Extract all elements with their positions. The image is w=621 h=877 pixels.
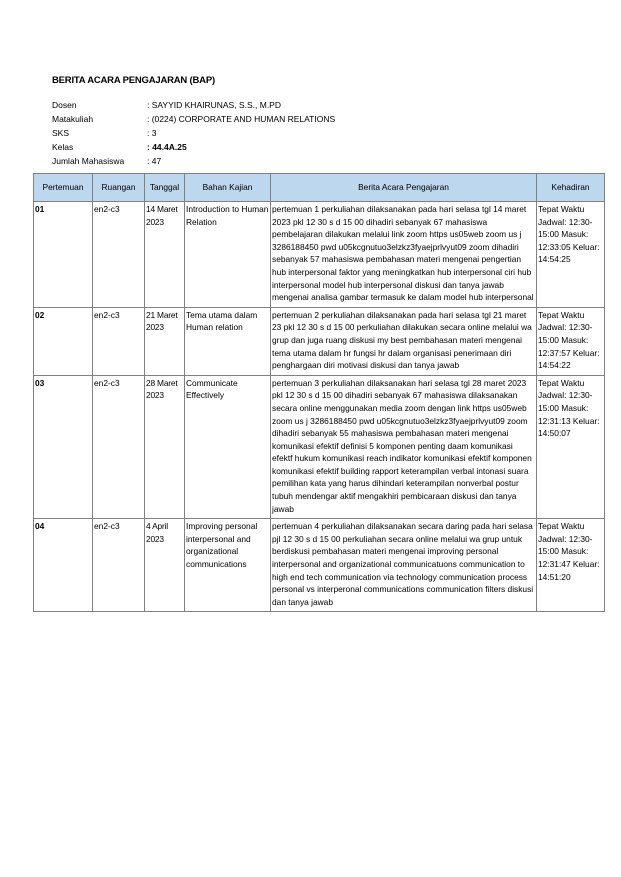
cell-tanggal: 4 April 2023 bbox=[145, 519, 185, 612]
meta-label: Dosen bbox=[52, 100, 77, 110]
cell-bahan-kajian: Improving personal interpersonal and organizational communications bbox=[185, 519, 271, 612]
bap-table bbox=[33, 173, 605, 612]
cell-pertemuan: 02 bbox=[34, 307, 93, 375]
meta-label: Matakuliah bbox=[52, 114, 94, 124]
cell-kehadiran: Tepat Waktu Jadwal: 12:30-15:00 Masuk: 12:37:57 Keluar: 14:54:22 bbox=[537, 307, 605, 375]
cell-berita-acara: pertemuan 4 perkuliahan dilaksanakan secara daring pada hari selasa pjl 12 30 s d 15 00 perkuliahan secara online melalui wa grup untuk berdiskusi pembahasan materi mengenai improving personal interpersonal and organizational communicatuons communication to high end tech communication via technology communication process personal vs interperonal communications communication filters diskusi dan tanya jawab bbox=[271, 519, 537, 612]
meta-value-sks: : 3 bbox=[147, 128, 157, 138]
header-ruangan: Ruangan bbox=[93, 174, 145, 202]
meta-row-kelas bbox=[52, 140, 335, 154]
course-info bbox=[52, 98, 335, 168]
cell-ruangan: en2-c3 bbox=[93, 375, 145, 519]
cell-ruangan: en2-c3 bbox=[93, 307, 145, 375]
header-tanggal: Tanggal bbox=[145, 174, 185, 202]
meta-value-jumlah-mahasiswa: : 47 bbox=[147, 156, 162, 166]
table-row bbox=[34, 307, 605, 375]
table-row bbox=[34, 202, 605, 308]
meta-label: SKS bbox=[52, 128, 70, 138]
cell-pertemuan: 03 bbox=[34, 375, 93, 519]
cell-pertemuan: 04 bbox=[34, 519, 93, 612]
meta-row-dosen bbox=[52, 98, 335, 112]
cell-tanggal: 21 Maret 2023 bbox=[145, 307, 185, 375]
cell-bahan-kajian: Tema utama dalam Human relation bbox=[185, 307, 271, 375]
cell-ruangan: en2-c3 bbox=[93, 519, 145, 612]
cell-kehadiran: Tepat Waktu Jadwal: 12:30-15:00 Masuk: 12:33:05 Keluar: 14:54:25 bbox=[537, 202, 605, 308]
meta-value-dosen: : SAYYID KHAIRUNAS, S.S., M.PD bbox=[147, 100, 281, 110]
document-title: BERITA ACARA PENGAJARAN (BAP) bbox=[52, 75, 215, 86]
cell-berita-acara: pertemuan 3 perkuliahan dilaksanakan hari selasa tgl 28 maret 2023 pkl 12 30 s d 15 00 dihadiri sebanyak 67 mahasiswa dilaksanakan secara online menggunakan media zoom dengan link https us05web zoom us j 3286188450 pwd u05kcgnutuo3elzkz3fyaejprlvyut09 zoom dihadiri sebanyak 55 mahasiswa pembahasan materi mengenai komunikasi efektif definisi 5 komponen penting daam komunikasi efektf hukum komunikasi reach indikator komunikasi efektif komponen komunikasi efektif building rapport keterampilan verbal intonasi suara pemilihan kata yang harus dihindari keterampilan nonverbal postur tubuh mendengar aktif mengakhiri pembicaraan diskusi dan tanya jawab bbox=[271, 375, 537, 519]
header-berita-acara: Berita Acara Pengajaran bbox=[271, 174, 537, 202]
cell-kehadiran: Tepat Waktu Jadwal: 12:30-15:00 Masuk: 12:31:47 Keluar: 14:51:20 bbox=[537, 519, 605, 612]
header-pertemuan: Pertemuan bbox=[34, 174, 93, 202]
cell-bahan-kajian: Communicate Effectively bbox=[185, 375, 271, 519]
header-kehadiran: Kehadiran bbox=[537, 174, 605, 202]
cell-berita-acara: pertemuan 2 perkuliahan dilaksanakan pada hari selasa tgl 21 maret 23 pkl 12 30 s d 15 00 perkuliahan dilakukan secara online melalui wa grup dan juga ruang diskusi my best pembahasan materi mengenai tema utama dalam hr fungsi hr dalam organisasi penerimaan diri penghargaan diri motivasi diskusi dan tanya jawab bbox=[271, 307, 537, 375]
cell-kehadiran: Tepat Waktu Jadwal: 12:30-15:00 Masuk: 12:31:13 Keluar: 14:50:07 bbox=[537, 375, 605, 519]
meta-row-sks bbox=[52, 126, 335, 140]
cell-bahan-kajian: Introduction to Human Relation bbox=[185, 202, 271, 308]
meta-value-matakuliah: : (0224) CORPORATE AND HUMAN RELATIONS bbox=[147, 114, 336, 124]
cell-tanggal: 14 Maret 2023 bbox=[145, 202, 185, 308]
header-bahan-kajian: Bahan Kajian bbox=[185, 174, 271, 202]
table-header-row bbox=[34, 174, 605, 202]
meta-value-kelas: : 44.4A.25 bbox=[147, 142, 187, 152]
cell-berita-acara: pertemuan 1 perkuliahan dilaksanakan pada hari selasa tgl 14 maret 2023 pkl 12 30 s d 15 00 dihadiri sebanyak 67 mahasiswa pembelajaran dilakukan melalui link zoom https us05web zoom us j 3286188450 pwd u05kcgnutuo3elzkz3fyaejprlvyut09 zoom dihadiri sebanyak 57 mahasiswa pembahasan materi mengenai pengertian hub interpersonal faktor yang meningkatkan hub interpersonal ciri hub interpersonal model hub interpersonal diskusi dan tanya jawab mengenai analisa gambar termasuk ke dalam model hub interpersonal bbox=[271, 202, 537, 308]
meta-label: Kelas bbox=[52, 142, 74, 152]
cell-ruangan: en2-c3 bbox=[93, 202, 145, 308]
cell-tanggal: 28 Maret 2023 bbox=[145, 375, 185, 519]
meta-row-jumlah-mahasiswa bbox=[52, 154, 335, 168]
table-row bbox=[34, 519, 605, 612]
table-row bbox=[34, 375, 605, 519]
cell-pertemuan: 01 bbox=[34, 202, 93, 308]
meta-label: Jumlah Mahasiswa bbox=[52, 156, 125, 166]
meta-row-matakuliah bbox=[52, 112, 335, 126]
